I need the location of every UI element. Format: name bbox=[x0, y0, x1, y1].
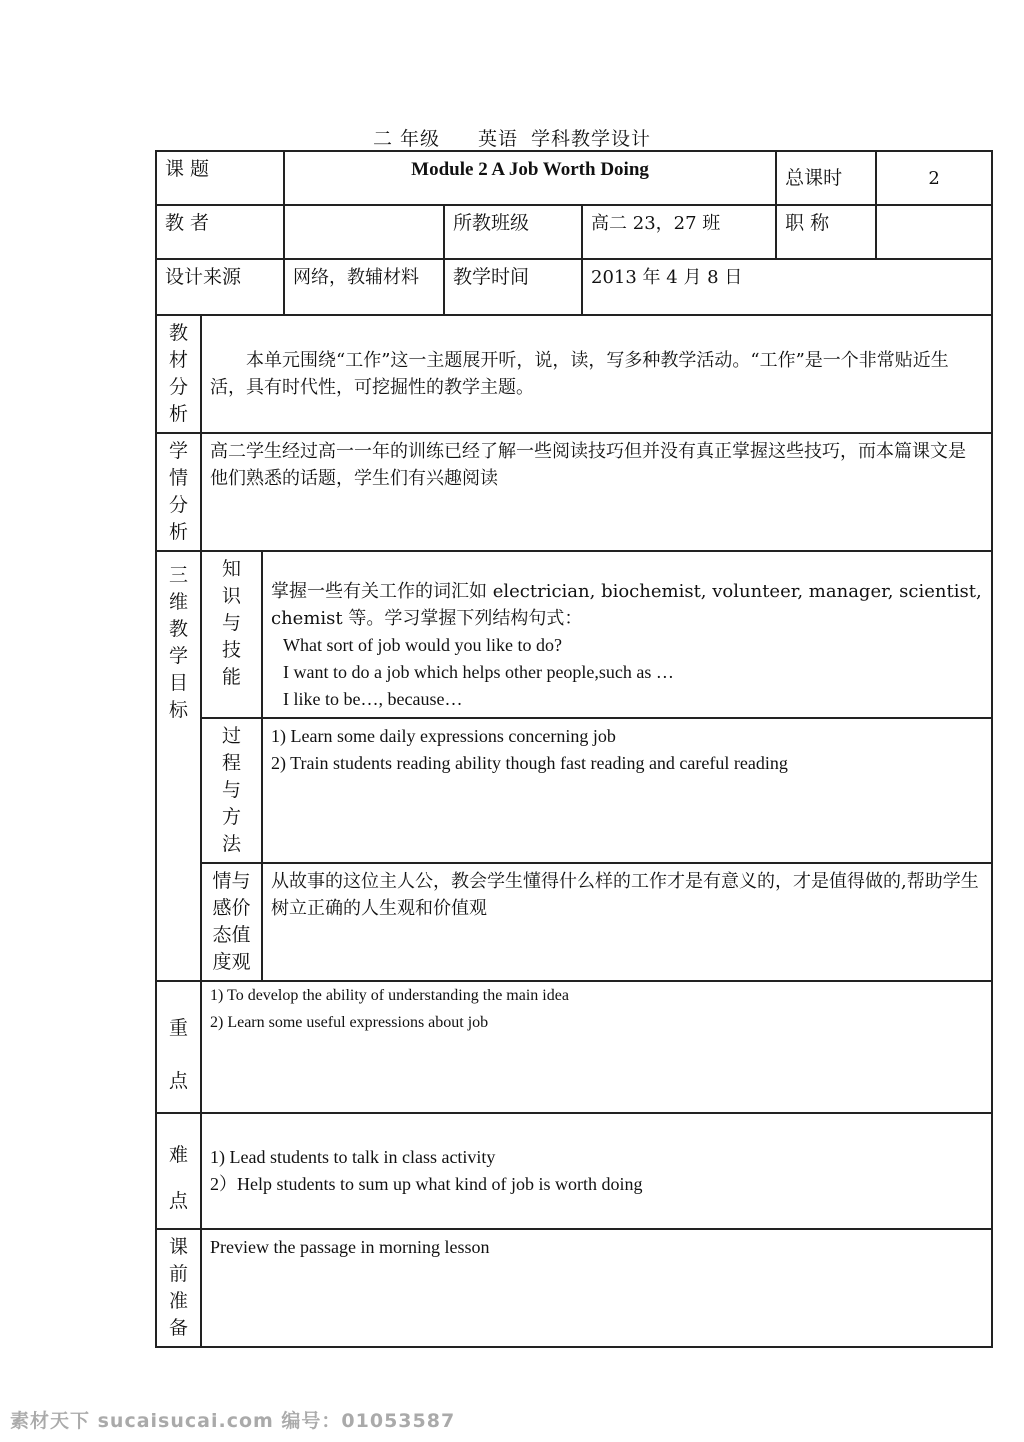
objectives-label: 三 维 教 学 目 标 bbox=[156, 551, 201, 981]
key-point-line: 1) To develop the ability of understanding the main idea bbox=[210, 987, 569, 1004]
difficulty-line: 2）Help students to sum up what kind of job is worth doing bbox=[210, 1174, 643, 1194]
lesson-plan-table bbox=[155, 150, 993, 1348]
class-value: 高二 23，27 班 bbox=[582, 205, 776, 259]
rank-label: 职 称 bbox=[776, 205, 876, 259]
student-analysis-label: 学 情 分 析 bbox=[156, 433, 201, 551]
process-line: 1) Learn some daily expressions concerning job bbox=[271, 726, 616, 746]
knowledge-line: What sort of job would you like to do? bbox=[283, 635, 562, 655]
preparation-content: Preview the passage in morning lesson bbox=[201, 1229, 992, 1347]
key-points-content bbox=[201, 981, 992, 1113]
material-analysis-label: 教 材 分 析 bbox=[156, 315, 201, 433]
objectives-process-row bbox=[156, 718, 992, 863]
title-subject: 英语 bbox=[478, 128, 519, 150]
process-content bbox=[262, 718, 992, 863]
objectives-emotion-row bbox=[156, 863, 992, 981]
knowledge-label: 知 识 与 技 能 bbox=[201, 551, 262, 718]
process-line: 2) Train students reading ability though fast reading and careful reading bbox=[271, 753, 788, 773]
knowledge-content bbox=[262, 551, 992, 718]
preparation-row bbox=[156, 1229, 992, 1347]
knowledge-line: I want to do a job which helps other people,such as … bbox=[283, 662, 674, 682]
process-label: 过 程 与 方 法 bbox=[201, 718, 262, 863]
topic-row bbox=[156, 151, 992, 205]
difficulties-row bbox=[156, 1113, 992, 1229]
knowledge-line: I like to be…, because… bbox=[283, 689, 463, 709]
total-hours-label: 总课时 bbox=[776, 151, 876, 205]
difficulties-label: 难 点 bbox=[156, 1113, 201, 1229]
time-label: 教学时间 bbox=[444, 259, 582, 315]
class-label: 所教班级 bbox=[444, 205, 582, 259]
difficulty-line: 1) Lead students to talk in class activity bbox=[210, 1147, 496, 1167]
teacher-label: 教 者 bbox=[156, 205, 284, 259]
total-hours-value: 2 bbox=[876, 151, 992, 205]
topic-value: Module 2 A Job Worth Doing bbox=[284, 151, 776, 205]
title-design: 学科教学设计 bbox=[531, 128, 652, 150]
rank-value bbox=[876, 205, 992, 259]
key-point-line: 2) Learn some useful expressions about job bbox=[210, 1014, 489, 1031]
objectives-knowledge-row bbox=[156, 551, 992, 718]
difficulties-content bbox=[201, 1113, 992, 1229]
emotion-content: 从故事的这位主人公，教会学生懂得什么样的工作才是有意义的，才是值得做的,帮助学生树立正确的人生观和价值观 bbox=[262, 863, 992, 981]
source-label: 设计来源 bbox=[156, 259, 284, 315]
topic-label: 课 题 bbox=[156, 151, 284, 205]
preparation-label: 课 前 准 备 bbox=[156, 1229, 201, 1347]
source-row bbox=[156, 259, 992, 315]
teacher-value bbox=[284, 205, 444, 259]
time-value: 2013 年 4 月 8 日 bbox=[582, 259, 992, 315]
emotion-label: 情与 感价 态值 度观 bbox=[201, 863, 262, 981]
title-grade: 二 年级 bbox=[373, 128, 441, 150]
key-points-label: 重 点 bbox=[156, 981, 201, 1113]
watermark: 素材天下 sucaisucai.com 编号：01053587 bbox=[10, 1410, 456, 1432]
teacher-row bbox=[156, 205, 992, 259]
knowledge-intro: 掌握一些有关工作的词汇如 electrician, biochemist, volunteer, manager, scientist, chemist 等。学习掌握下列结构句式： bbox=[271, 581, 982, 629]
material-analysis-row bbox=[156, 315, 992, 433]
source-value: 网络，教辅材料 bbox=[284, 259, 444, 315]
student-analysis-text: 高二学生经过高一一年的训练已经了解一些阅读技巧但并没有真正掌握这些技巧，而本篇课文是他们熟悉的话题，学生们有兴趣阅读 bbox=[201, 433, 992, 551]
material-analysis-text: 本单元围绕“工作”这一主题展开听，说，读，写多种教学活动。“工作”是一个非常贴近生活，具有时代性，可挖掘性的教学主题。 bbox=[201, 315, 992, 433]
key-points-row bbox=[156, 981, 992, 1113]
student-analysis-row bbox=[156, 433, 992, 551]
